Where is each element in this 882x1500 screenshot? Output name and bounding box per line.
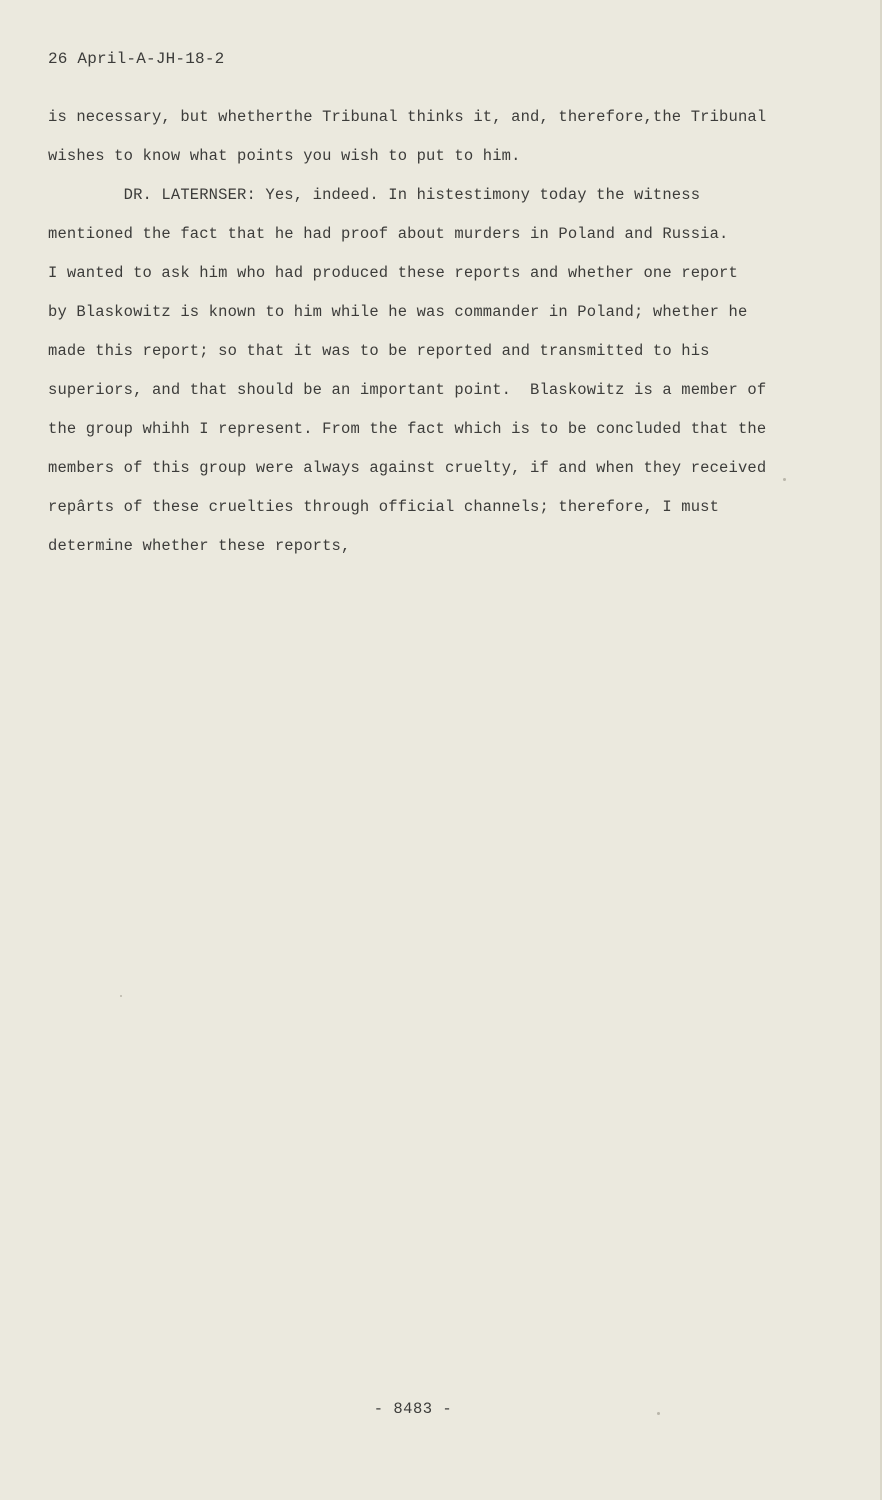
text-line: is necessary, but whetherthe Tribunal thinks it, and, therefore,the Tribunal [48,108,767,126]
text-line: members of this group were always against cruelty, if and when they received [48,459,767,477]
text-line: superiors, and that should be an important point. Blaskowitz is a member of [48,381,767,399]
text-line: made this report; so that it was to be reported and transmitted to his [48,342,710,360]
text-line: mentioned the fact that he had proof about murders in Poland and Russia. [48,225,729,243]
page-header: 26 April-A-JH-18-2 [48,50,225,68]
text-line: determine whether these reports, [48,537,351,555]
page-number: - 8483 - [373,1400,453,1418]
text-line: DR. LATERNSER: Yes, indeed. In histestimony today the witness [48,186,701,204]
text-line: by Blaskowitz is known to him while he was commander in Poland; whether he [48,303,748,321]
paper-speck [657,1412,660,1415]
text-line: wishes to know what points you wish to put to him. [48,147,521,165]
text-line: I wanted to ask him who had produced these reports and whether one report [48,264,738,282]
text-line: the group whihh I represent. From the fact which is to be concluded that the [48,420,767,438]
paper-speck [783,478,786,481]
transcript-body [48,108,766,576]
text-line: repârts of these cruelties through official channels; therefore, I must [48,498,720,516]
paper-speck [120,995,122,997]
